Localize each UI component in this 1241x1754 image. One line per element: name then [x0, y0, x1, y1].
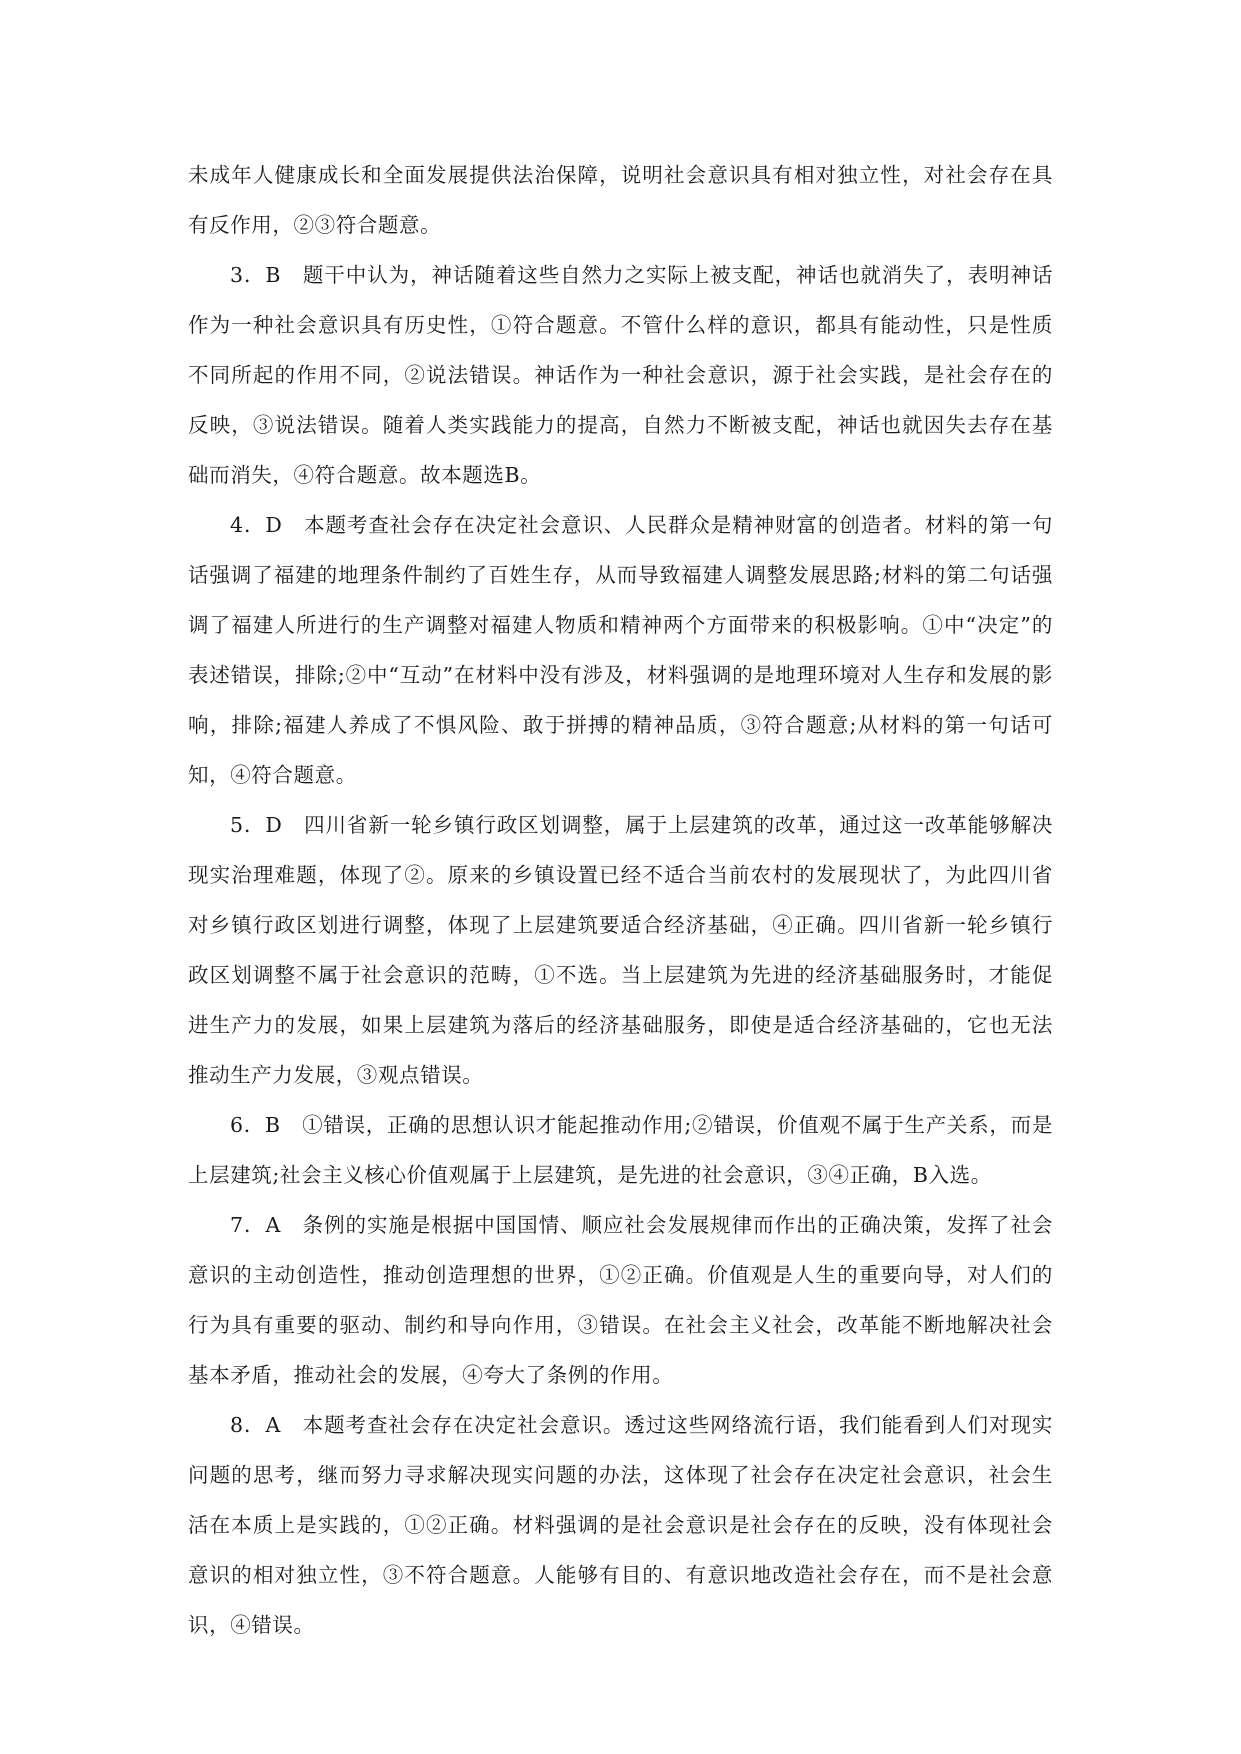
answer-paragraph-7: 7．A 条例的实施是根据中国国情、顺应社会发展规律而作出的正确决策，发挥了社会意识的主动创造性，推动创造理想的世界，①②正确。价值观是人生的重要向导，对人们的行为具有重要的驱动、制约和导向作用，③错误。在社会主义社会，改革能不断地解决社会基本矛盾，推动社会的发展，④夸大了条例的作用。	[188, 1213, 1053, 1387]
answer-paragraph-4: 4．D 本题考查社会存在决定社会意识、人民群众是精神财富的创造者。材料的第一句话强调了福建的地理条件制约了百姓生存，从而导致福建人调整发展思路;材料的第二句话强调了福建人所进行的生产调整对福建人物质和精神两个方面带来的积极影响。①中“决定”的表述错误，排除;②中“互动”在材料中没有涉及，材料强调的是地理环境对人生存和发展的影响，排除;福建人养成了不惧风险、敢于拼搏的精神品质，③符合题意;从材料的第一句话可知，④符合题意。	[188, 513, 1053, 787]
answer-paragraph-3: 3．B 题干中认为，神话随着这些自然力之实际上被支配，神话也就消失了，表明神话作为一种社会意识具有历史性，①符合题意。不管什么样的意识，都具有能动性，只是性质不同所起的作用不同，②说法错误。神话作为一种社会意识，源于社会实践，是社会存在的反映，③说法错误。随着人类实践能力的提高，自然力不断被支配，神话也就因失去存在基础而消失，④符合题意。故本题选B。	[188, 263, 1053, 487]
document-page	[188, 150, 1053, 1650]
answer-paragraph-5: 5．D 四川省新一轮乡镇行政区划调整，属于上层建筑的改革，通过这一改革能够解决现实治理难题，体现了②。原来的乡镇设置已经不适合当前农村的发展现状了，为此四川省对乡镇行政区划进行调整，体现了上层建筑要适合经济基础，④正确。四川省新一轮乡镇行政区划调整不属于社会意识的范畴，①不选。当上层建筑为先进的经济基础服务时，才能促进生产力的发展，如果上层建筑为落后的经济基础服务，即使是适合经济基础的，它也无法推动生产力发展，③观点错误。	[188, 813, 1053, 1087]
answer-paragraph-8: 8．A 本题考查社会存在决定社会意识。透过这些网络流行语，我们能看到人们对现实问题的思考，继而努力寻求解决现实问题的办法，这体现了社会存在决定社会意识，社会生活在本质上是实践的，①②正确。材料强调的是社会意识是社会存在的反映，没有体现社会意识的相对独立性，③不符合题意。人能够有目的、有意识地改造社会存在，而不是社会意识，④错误。	[188, 1413, 1053, 1637]
answer-paragraph-6: 6．B ①错误，正确的思想认识才能起推动作用;②错误，价值观不属于生产关系，而是上层建筑;社会主义核心价值观属于上层建筑，是先进的社会意识，③④正确，B入选。	[188, 1113, 1053, 1187]
answer-paragraph-continued: 未成年人健康成长和全面发展提供法治保障，说明社会意识具有相对独立性，对社会存在具有反作用，②③符合题意。	[188, 163, 1053, 237]
